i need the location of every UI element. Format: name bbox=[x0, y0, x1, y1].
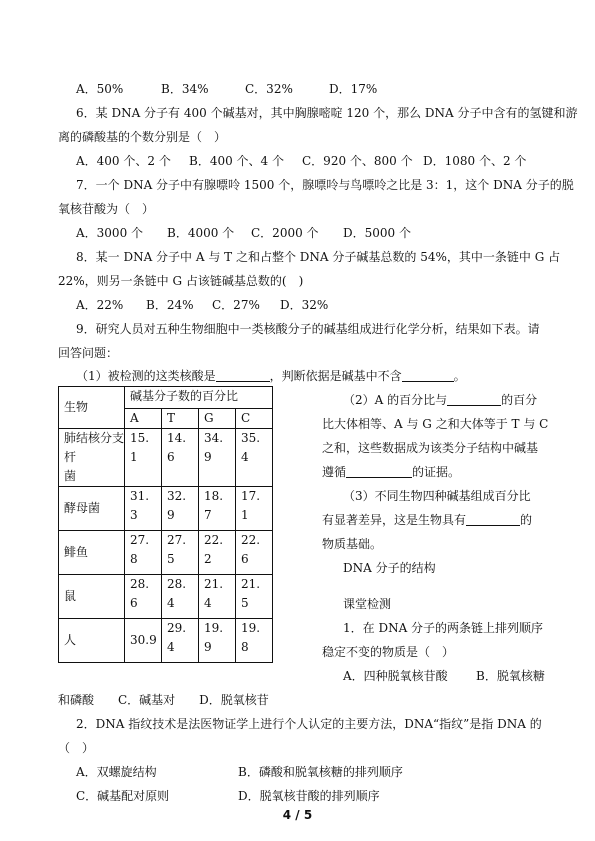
cell-value: 14. bbox=[167, 431, 187, 445]
cell-value: 2 bbox=[204, 552, 212, 566]
q9-sub3-line3: 物质基础。 bbox=[322, 537, 383, 551]
cell-value: 8 bbox=[241, 640, 249, 654]
table-header-base: T bbox=[162, 409, 199, 429]
c2-text-line1: 2．DNA 指纹技术是法医物证学上进行个人认定的主要方法，DNA“指纹”是指 DNA 的 bbox=[76, 717, 542, 731]
q7-option-b: B．4000 个 bbox=[167, 226, 235, 240]
answer-blank[interactable] bbox=[466, 513, 520, 526]
cell-value: 8 bbox=[130, 552, 138, 566]
species-name: 酵母菌 bbox=[64, 501, 101, 515]
table-header-group: 碱基分子数的百分比 bbox=[125, 387, 273, 409]
q7-option-d: D．5000 个 bbox=[343, 226, 411, 240]
c1-option-b: B．脱氧核糖 bbox=[476, 669, 545, 683]
q8-option-b: B．24% bbox=[146, 298, 194, 312]
table-header-species: 生物 bbox=[59, 387, 125, 429]
c2-text-line2: （ ） bbox=[58, 741, 95, 755]
q9-sub2-line3: 之和，这些数据成为该类分子结构中碱基 bbox=[322, 441, 539, 455]
q5-option-c: C．32% bbox=[245, 82, 293, 96]
q8-text-line2: 22%，则另一条链中 G 占该链碱基总数的( ) bbox=[58, 274, 304, 288]
q6-text-line2: 离的磷酸基的个数分别是（ ） bbox=[58, 130, 227, 144]
cell-value: 27. bbox=[167, 533, 187, 547]
answer-blank[interactable] bbox=[402, 369, 454, 382]
q8-text-line1: 8．某一 DNA 分子中 A 与 T 之和占整个 DNA 分子碱基总数的 54%，其中一条链中 G 占 bbox=[76, 250, 561, 264]
q7-text-line2: 氧核苷酸为（ ） bbox=[58, 202, 155, 216]
cell-value: 6 bbox=[130, 596, 138, 610]
q9-sub3-text-c: 的 bbox=[520, 513, 533, 527]
q7-option-c: C．2000 个 bbox=[251, 226, 319, 240]
cell-value: 28. bbox=[130, 577, 150, 591]
q9-sub1-text-c: 。 bbox=[453, 369, 466, 383]
cell-value: 21. bbox=[241, 577, 261, 591]
cell-value: 4 bbox=[167, 640, 175, 654]
species-name: 鼠 bbox=[64, 589, 77, 603]
q9-sub3-line1: （3）不同生物四种碱基组成百分比 bbox=[343, 489, 531, 503]
answer-blank[interactable] bbox=[216, 369, 270, 382]
q6-option-b: B．400 个、4 个 bbox=[189, 154, 284, 168]
species-name: 肺结核分支杆 bbox=[64, 431, 125, 464]
q9-sub2-text-a: （2）A 的百分比与 bbox=[343, 393, 448, 407]
cell-value: 4 bbox=[204, 596, 212, 610]
cell-value: 30.9 bbox=[130, 633, 157, 647]
q6-option-c: C．920 个、800 个 bbox=[302, 154, 413, 168]
cell-value: 6 bbox=[167, 450, 175, 464]
cell-value: 3 bbox=[130, 508, 138, 522]
cell-value: 18. bbox=[204, 489, 224, 503]
table-header-base: G bbox=[199, 409, 236, 429]
cell-value: 9 bbox=[204, 640, 212, 654]
q9-sub2-line4 bbox=[322, 464, 460, 480]
q5-option-b: B．34% bbox=[161, 82, 209, 96]
answer-blank[interactable] bbox=[346, 465, 412, 478]
table-row bbox=[59, 531, 273, 575]
q6-option-a: A．400 个、2 个 bbox=[76, 154, 171, 168]
cell-value: 1 bbox=[241, 508, 249, 522]
cell-value: 5 bbox=[241, 596, 249, 610]
q8-option-c: C．27% bbox=[212, 298, 260, 312]
c1-text-line2: 稳定不变的物质是（ ） bbox=[322, 645, 455, 659]
cell-value: 19. bbox=[204, 621, 224, 635]
q9-text-line1: 9．研究人员对五种生物细胞中一类核酸分子的碱基组成进行化学分析，结果如下表。请 bbox=[76, 322, 540, 336]
cell-value: 9 bbox=[204, 450, 212, 464]
answer-blank[interactable] bbox=[447, 393, 501, 406]
cell-value: 28. bbox=[167, 577, 187, 591]
cell-value: 22. bbox=[241, 533, 261, 547]
table-row bbox=[59, 429, 273, 487]
cell-value: 17. bbox=[241, 489, 261, 503]
q6-text-line1: 6．某 DNA 分子有 400 个碱基对，其中胸腺嘧啶 120 个，那么 DNA 分子中含有的氢键和游 bbox=[76, 106, 578, 120]
cell-value: 4 bbox=[241, 450, 249, 464]
q9-sub1-text-b: ，判断依据是碱基中不含 bbox=[269, 369, 402, 383]
table-row bbox=[59, 575, 273, 619]
cell-value: 31. bbox=[130, 489, 150, 503]
q9-sub2-line2: 比大体相等、A 与 G 之和大体等于 T 与 C bbox=[322, 417, 549, 431]
table-row bbox=[59, 487, 273, 531]
cell-value: 7 bbox=[204, 508, 212, 522]
species-name: 鲱鱼 bbox=[64, 545, 89, 559]
q9-sub3-line2 bbox=[322, 512, 532, 528]
q9-text-line2: 回答问题： bbox=[58, 346, 119, 360]
q7-text-line1: 7．一个 DNA 分子中有腺嘌呤 1500 个，腺嘌呤与鸟嘌呤之比是 3：1，这个 DNA 分子的脱 bbox=[76, 178, 574, 192]
q8-option-a: A．22% bbox=[76, 298, 124, 312]
c1-option-a: A．四种脱氧核苷酸 bbox=[343, 669, 448, 683]
c2-option-a: A．双螺旋结构 bbox=[76, 765, 157, 779]
cell-value: 34. bbox=[204, 431, 224, 445]
c2-option-c: C．碱基配对原则 bbox=[76, 789, 170, 803]
cell-value: 21. bbox=[204, 577, 224, 591]
cell-value: 6 bbox=[241, 552, 249, 566]
table-row bbox=[59, 619, 273, 663]
cell-value: 35. bbox=[241, 431, 261, 445]
q6-option-d: D．1080 个、2 个 bbox=[423, 154, 527, 168]
page-number: 4 / 5 bbox=[282, 808, 313, 822]
cell-value: 32. bbox=[167, 489, 187, 503]
cell-value: 22. bbox=[204, 533, 224, 547]
species-name: 菌 bbox=[64, 469, 77, 483]
cell-value: 29. bbox=[167, 621, 187, 635]
q9-sub1-text-a: （1）被检测的这类核酸是 bbox=[76, 369, 216, 383]
q7-option-a: A．3000 个 bbox=[76, 226, 144, 240]
q9-sub2-text-f: 的证据。 bbox=[412, 465, 461, 479]
q5-option-a: A．50% bbox=[76, 82, 124, 96]
cell-value: 9 bbox=[167, 508, 175, 522]
q9-sub2-text-e: 遵循 bbox=[322, 465, 347, 479]
q9-sub2-text-b: 的百分 bbox=[501, 393, 538, 407]
q9-sub3-text-b: 有显著差异，这是生物具有 bbox=[322, 513, 467, 527]
c1-text-line1: 1．在 DNA 分子的两条链上排列顺序 bbox=[343, 621, 544, 635]
c1-text-line4: 和磷酸 C．碱基对 D．脱氧核苷 bbox=[58, 693, 269, 707]
cell-value: 15. bbox=[130, 431, 150, 445]
table-header-base: A bbox=[125, 409, 162, 429]
q5-option-d: D．17% bbox=[329, 82, 378, 96]
table-header-base: C bbox=[236, 409, 273, 429]
q8-option-d: D．32% bbox=[280, 298, 329, 312]
cell-value: 4 bbox=[167, 596, 175, 610]
c2-option-d: D．脱氧核苷酸的排列顺序 bbox=[238, 789, 380, 803]
q9-sub2-line1 bbox=[343, 392, 537, 408]
c2-option-b: B．磷酸和脱氧核糖的排列顺序 bbox=[238, 765, 403, 779]
base-composition-table bbox=[58, 386, 273, 663]
section-title: DNA 分子的结构 bbox=[343, 561, 436, 575]
q9-sub1 bbox=[76, 368, 466, 384]
cell-value: 27. bbox=[130, 533, 150, 547]
section-subtitle: 课堂检测 bbox=[343, 597, 392, 611]
species-name: 人 bbox=[64, 633, 77, 647]
cell-value: 5 bbox=[167, 552, 175, 566]
cell-value: 1 bbox=[130, 450, 138, 464]
cell-value: 19. bbox=[241, 621, 261, 635]
